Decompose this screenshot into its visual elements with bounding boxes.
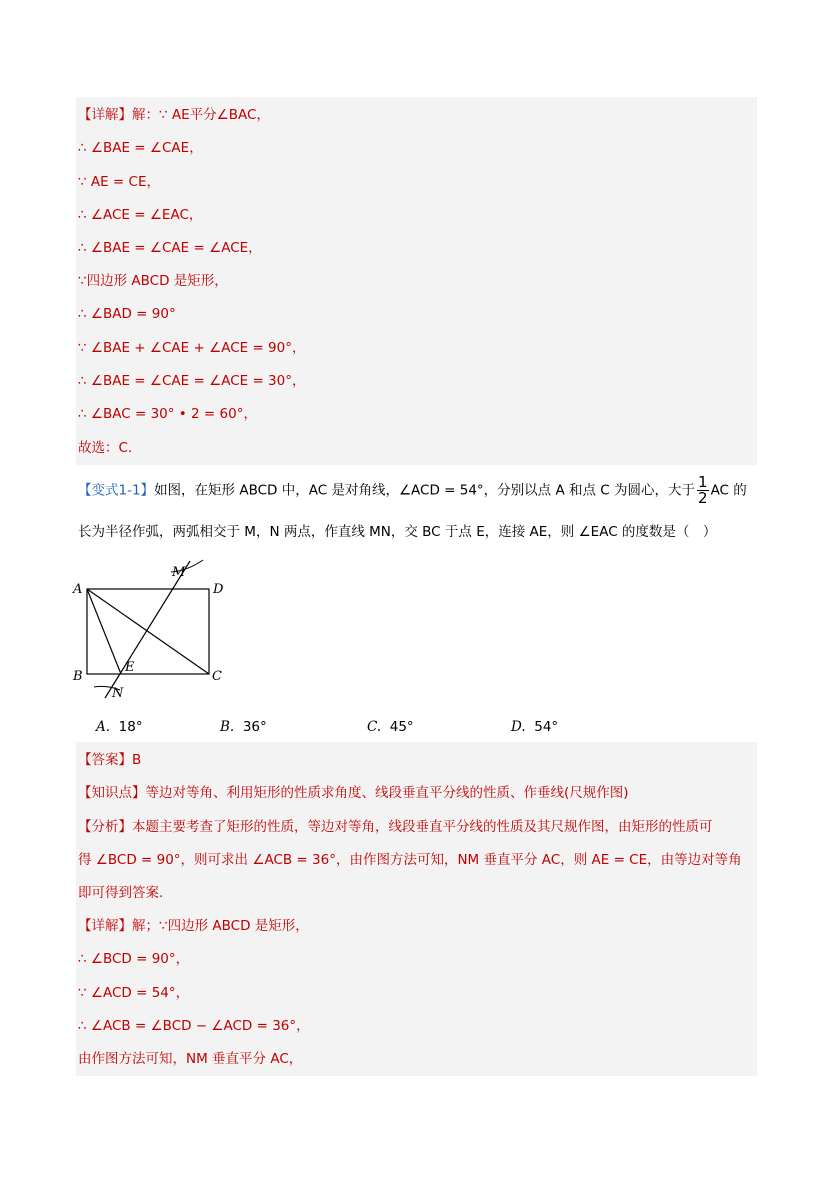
label-m: M bbox=[172, 565, 186, 580]
detail2-line-2: ∴ ∠BCD = 90°， bbox=[78, 951, 190, 967]
option-c[interactable] bbox=[367, 717, 414, 737]
fraction-denominator: 2 bbox=[698, 489, 708, 507]
analysis-line-3: 即可得到答案. bbox=[78, 885, 164, 901]
option-d-letter: D. bbox=[511, 719, 526, 735]
option-a-value: 18° bbox=[118, 719, 143, 735]
detail1-line-8: ∵ ∠BAE + ∠CAE + ∠ACE = 90°， bbox=[78, 340, 306, 356]
detail2-line-1: 【详解】解；∵四边形 ABCD 是矩形， bbox=[78, 918, 309, 934]
option-b-value: 36° bbox=[242, 719, 267, 735]
detail1-line-5: ∴ ∠BAE = ∠CAE = ∠ACE， bbox=[78, 240, 262, 256]
knowledge-line: 【知识点】等边对等角、利用矩形的性质求角度、线段垂直平分线的性质、作垂线(尺规作图) bbox=[78, 785, 629, 801]
fraction-one-half bbox=[697, 475, 709, 506]
answer-line: 【答案】B bbox=[78, 752, 142, 768]
analysis-line-2: 得 ∠BCD = 90°，则可求出 ∠ACB = 36°，由作图方法可知，NM 垂直平分 AC，则 AE = CE，由等边对等角 bbox=[78, 852, 742, 868]
geometry-figure bbox=[70, 556, 240, 706]
diagonal-ac bbox=[87, 589, 209, 674]
label-n: N bbox=[112, 686, 124, 701]
option-b[interactable] bbox=[220, 717, 267, 737]
detail1-line-9: ∴ ∠BAE = ∠CAE = ∠ACE = 30°， bbox=[78, 373, 306, 389]
option-c-letter: C. bbox=[367, 719, 382, 735]
detail1-line-7: ∴ ∠BAD = 90° bbox=[78, 306, 176, 322]
detail2-line-5: 由作图方法可知，NM 垂直平分 AC， bbox=[78, 1051, 303, 1067]
detail1-line-1: 【详解】解：∵ AE平分∠BAC， bbox=[78, 107, 270, 123]
option-d-value: 54° bbox=[534, 719, 559, 735]
label-e: E bbox=[125, 660, 135, 675]
question-text: 如图，在矩形 ABCD 中，AC 是对角线，∠ACD = 54°，分别以点 A 和点 C 为圆心，大于 bbox=[154, 482, 696, 499]
detail1-line-11: 故选：C. bbox=[78, 440, 133, 456]
detail2-line-3: ∵ ∠ACD = 54°， bbox=[78, 985, 190, 1001]
question-tag: 【变式1-1】 bbox=[78, 482, 155, 499]
line-mn bbox=[105, 561, 190, 698]
label-d: D bbox=[213, 582, 224, 597]
detail2-line-4: ∴ ∠ACB = ∠BCD − ∠ACD = 36°， bbox=[78, 1018, 310, 1034]
option-a[interactable] bbox=[96, 717, 143, 737]
detail1-line-3: ∵ AE = CE， bbox=[78, 174, 160, 190]
detail1-line-10: ∴ ∠BAC = 30° • 2 = 60°， bbox=[78, 406, 257, 422]
question-text-tail: AC 的 bbox=[710, 482, 747, 499]
detail1-line-2: ∴ ∠BAE = ∠CAE， bbox=[78, 140, 203, 156]
option-c-value: 45° bbox=[389, 719, 414, 735]
label-a: A bbox=[73, 582, 83, 597]
option-a-letter: A. bbox=[96, 719, 111, 735]
label-b: B bbox=[73, 669, 83, 684]
fraction-numerator: 1 bbox=[698, 473, 708, 491]
detail1-line-6: ∵四边形 ABCD 是矩形， bbox=[78, 273, 228, 289]
analysis-line-1: 【分析】本题主要考查了矩形的性质，等边对等角，线段垂直平分线的性质及其尺规作图，由矩形的性质可 bbox=[78, 819, 713, 835]
question-line-2: 长为半径作弧，两弧相交于 M，N 两点，作直线 MN，交 BC 于点 E，连接 AE，则 ∠EAC 的度数是（ ） bbox=[78, 524, 717, 540]
detail1-line-4: ∴ ∠ACE = ∠EAC， bbox=[78, 207, 203, 223]
label-c: C bbox=[212, 669, 222, 684]
option-d[interactable] bbox=[511, 717, 558, 737]
option-b-letter: B. bbox=[220, 719, 235, 735]
segment-ae bbox=[87, 589, 121, 674]
question-line-1 bbox=[78, 475, 758, 506]
